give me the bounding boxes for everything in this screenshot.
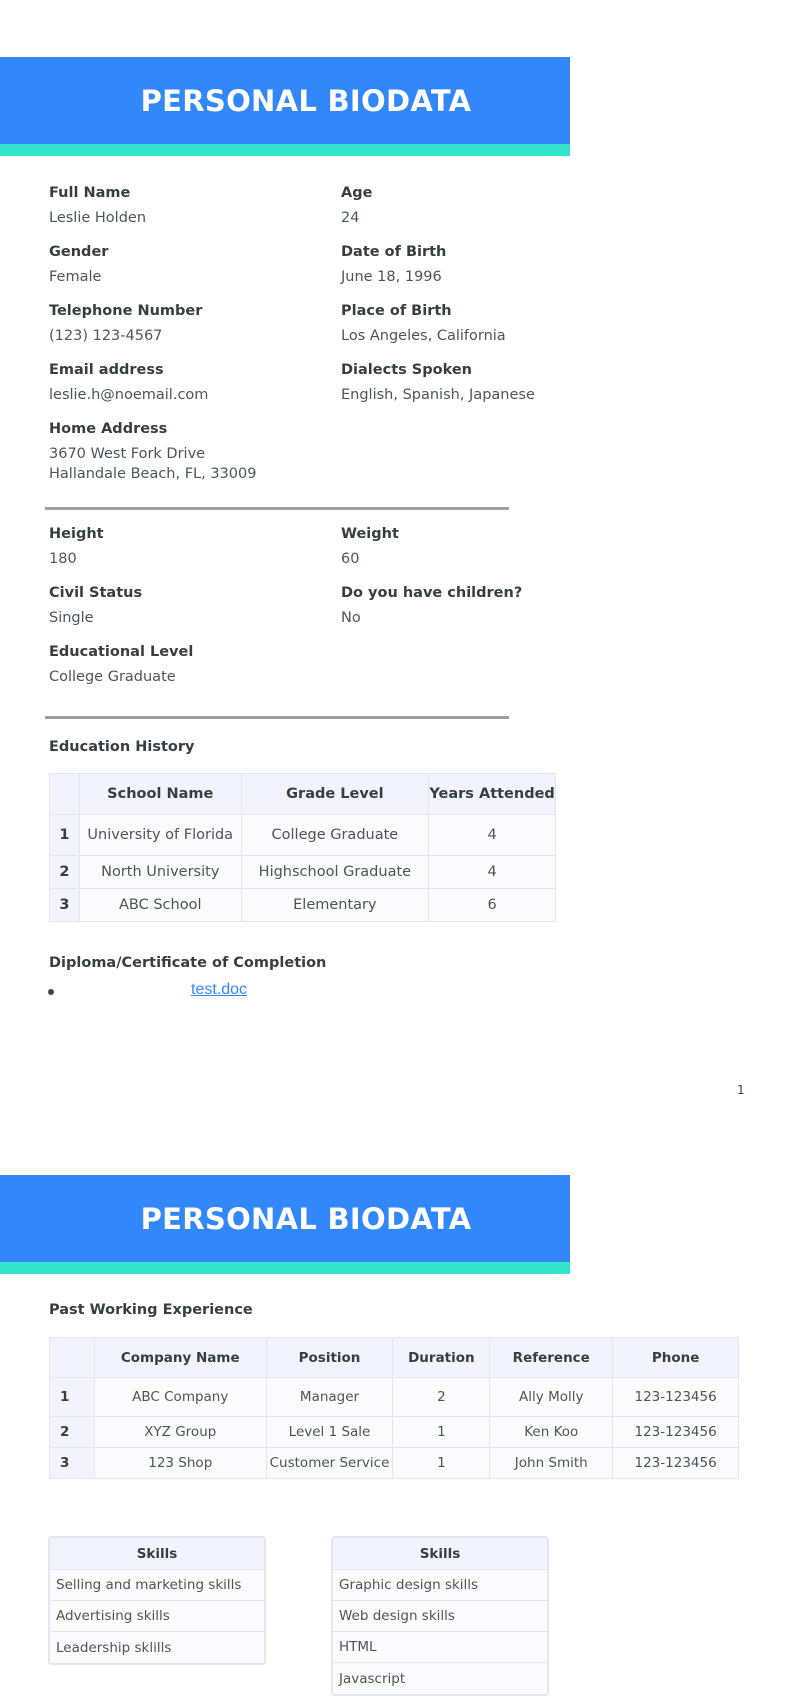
field-label: Do you have children?: [341, 585, 523, 601]
skill-item: Leadership sklills: [50, 1632, 264, 1663]
field-label: Full Name: [49, 185, 131, 201]
field-value: English, Spanish, Japanese: [341, 387, 535, 403]
field-age: [341, 183, 621, 228]
field-gender: [49, 242, 329, 287]
column-header-skills: Skills: [50, 1538, 264, 1570]
cell-phone: 123-123456: [613, 1378, 739, 1417]
header-accent-bar: [0, 144, 570, 156]
column-header-index: [50, 1338, 95, 1378]
field-date-of-birth: [341, 242, 621, 287]
field-label: Civil Status: [49, 585, 143, 601]
column-header-reference: Reference: [490, 1338, 613, 1378]
column-header-school-name: School Name: [79, 774, 241, 815]
cell-position: Level 1 Sale: [266, 1417, 393, 1448]
header-accent-bar: [0, 1262, 570, 1274]
cell-school-name: ABC School: [79, 889, 241, 922]
skill-item: Selling and marketing skills: [50, 1570, 264, 1601]
table-row: [50, 815, 556, 856]
table-row: [50, 1417, 739, 1448]
list-item: [333, 1570, 547, 1601]
bullet-icon: [48, 989, 54, 995]
table-header-row: [333, 1538, 547, 1570]
field-children: [341, 583, 621, 628]
work-experience-table: [49, 1337, 739, 1479]
column-header-phone: Phone: [613, 1338, 739, 1378]
cell-phone: 123-123456: [613, 1448, 739, 1479]
table-row: [50, 856, 556, 889]
field-label: Dialects Spoken: [341, 362, 472, 378]
page-title: PERSONAL BIODATA: [140, 83, 472, 118]
field-label: Weight: [341, 526, 399, 542]
page-number: 1: [737, 1083, 745, 1097]
cell-position: Customer Service: [266, 1448, 393, 1479]
field-value: Los Angeles, California: [341, 328, 506, 344]
cell-reference: John Smith: [490, 1448, 613, 1479]
row-index: 3: [50, 889, 80, 922]
column-header-position: Position: [266, 1338, 393, 1378]
skill-item: Graphic design skills: [333, 1570, 547, 1601]
cell-phone: 123-123456: [613, 1417, 739, 1448]
skill-item: Web design skills: [333, 1601, 547, 1632]
row-index: 2: [50, 856, 80, 889]
field-value: 24: [341, 210, 360, 226]
field-label: Gender: [49, 244, 109, 260]
page1-header-band: [0, 57, 570, 156]
page2-header: [0, 1175, 570, 1262]
list-item: [333, 1663, 547, 1694]
cell-reference: Ken Koo: [490, 1417, 613, 1448]
field-label: Place of Birth: [341, 303, 452, 319]
column-header-grade-level: Grade Level: [241, 774, 429, 815]
field-value-line2: Hallandale Beach, FL, 33009: [49, 466, 257, 482]
field-label: Telephone Number: [49, 303, 203, 319]
skills-table-right: [331, 1536, 549, 1696]
cell-company-name: 123 Shop: [94, 1448, 266, 1479]
section-divider: [45, 716, 509, 719]
cell-reference: Ally Molly: [490, 1378, 613, 1417]
cell-duration: 2: [393, 1378, 490, 1417]
cell-company-name: XYZ Group: [94, 1417, 266, 1448]
field-weight: [341, 524, 621, 569]
column-header-company-name: Company Name: [94, 1338, 266, 1378]
row-index: 3: [50, 1448, 95, 1479]
table-header-row: [50, 1338, 739, 1378]
column-header-skills: Skills: [333, 1538, 547, 1570]
page2-header-band: [0, 1175, 570, 1274]
field-label: Date of Birth: [341, 244, 447, 260]
work-experience-title: Past Working Experience: [49, 1302, 253, 1318]
row-index: 2: [50, 1417, 95, 1448]
cell-position: Manager: [266, 1378, 393, 1417]
list-item: [333, 1632, 547, 1663]
skill-item: Advertising skills: [50, 1601, 264, 1632]
column-header-duration: Duration: [393, 1338, 490, 1378]
page1-header: [0, 57, 570, 144]
field-value: (123) 123-4567: [49, 328, 163, 344]
list-item: [333, 1601, 547, 1632]
field-value-line1: 3670 West Fork Drive: [49, 446, 206, 462]
cell-years-attended: 4: [429, 815, 556, 856]
education-table: [49, 773, 556, 922]
list-item: [50, 1570, 264, 1601]
field-dialects: [341, 360, 621, 405]
field-telephone: [49, 301, 329, 346]
cell-school-name: North University: [79, 856, 241, 889]
cell-grade-level: Highschool Graduate: [241, 856, 429, 889]
field-value: College Graduate: [49, 669, 176, 685]
field-value: June 18, 1996: [341, 269, 442, 285]
skills-table-left: [48, 1536, 266, 1665]
diploma-title: Diploma/Certificate of Completion: [49, 955, 327, 971]
diploma-file-link[interactable]: test.doc: [191, 981, 248, 998]
page-title: PERSONAL BIODATA: [140, 1201, 472, 1236]
column-header-index: [50, 774, 80, 815]
field-label: Educational Level: [49, 644, 194, 660]
field-full-name: [49, 183, 329, 228]
cell-duration: 1: [393, 1417, 490, 1448]
field-value: Leslie Holden: [49, 210, 147, 226]
table-row: [50, 1448, 739, 1479]
cell-school-name: University of Florida: [79, 815, 241, 856]
field-educational-level: [49, 642, 329, 687]
table-row: [50, 889, 556, 922]
cell-years-attended: 6: [429, 889, 556, 922]
field-value: Female: [49, 269, 102, 285]
field-email: [49, 360, 329, 405]
cell-grade-level: College Graduate: [241, 815, 429, 856]
field-value: Single: [49, 610, 94, 626]
field-height: [49, 524, 329, 569]
field-value: No: [341, 610, 361, 626]
cell-grade-level: Elementary: [241, 889, 429, 922]
row-index: 1: [50, 815, 80, 856]
field-value: leslie.h@noemail.com: [49, 387, 209, 403]
field-home-address: [49, 419, 329, 484]
cell-company-name: ABC Company: [94, 1378, 266, 1417]
list-item: [50, 1601, 264, 1632]
field-place-of-birth: [341, 301, 621, 346]
cell-duration: 1: [393, 1448, 490, 1479]
column-header-years-attended: Years Attended: [429, 774, 556, 815]
field-value: 180: [49, 551, 77, 567]
field-label: Age: [341, 185, 373, 201]
skill-item: HTML: [333, 1632, 547, 1663]
field-value: 60: [341, 551, 360, 567]
field-label: Email address: [49, 362, 164, 378]
field-civil-status: [49, 583, 329, 628]
field-label: Home Address: [49, 421, 168, 437]
education-history-title: Education History: [49, 739, 195, 755]
list-item: [50, 1632, 264, 1663]
cell-years-attended: 4: [429, 856, 556, 889]
row-index: 1: [50, 1378, 95, 1417]
field-label: Height: [49, 526, 104, 542]
table-header-row: [50, 774, 556, 815]
section-divider: [45, 507, 509, 510]
table-header-row: [50, 1538, 264, 1570]
table-row: [50, 1378, 739, 1417]
skill-item: Javascript: [333, 1663, 547, 1694]
